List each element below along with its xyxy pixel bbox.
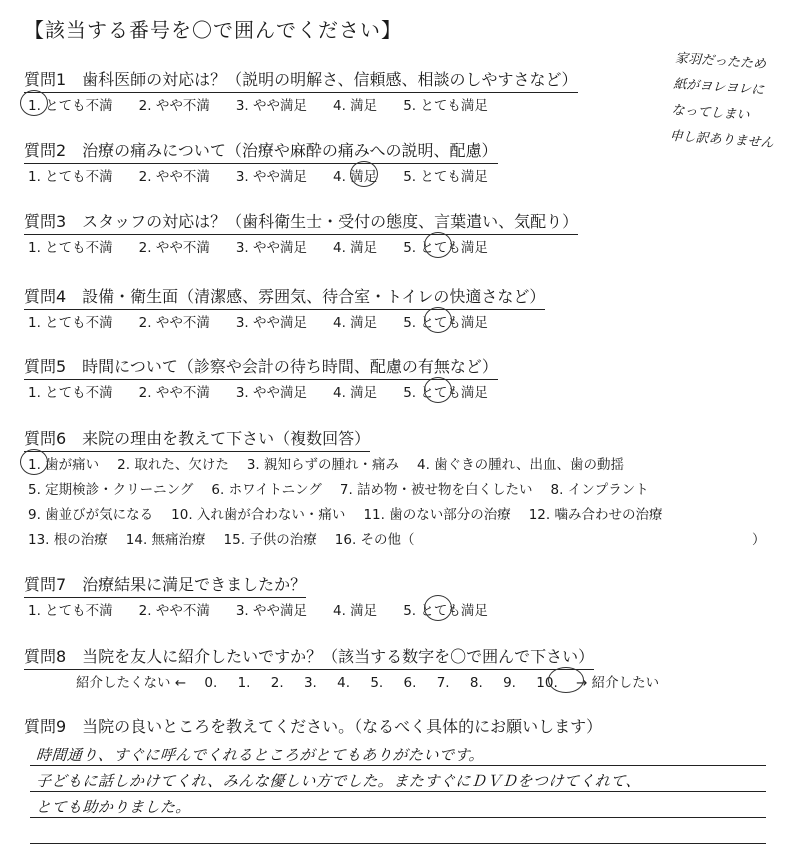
scale-number[interactable]: 4. <box>337 675 351 691</box>
question-6-title: 質問6 来院の理由を教えて下さい（複数回答） <box>24 426 370 452</box>
option-2[interactable]: 2. やや不満 <box>138 98 210 114</box>
option-1[interactable]: 1. とても不満 <box>28 603 113 619</box>
answer-line <box>30 791 766 792</box>
question-7-title: 質問7 治療結果に満足できましたか？ <box>24 572 306 598</box>
handwritten-answer-line[interactable]: 子どもに話しかけてくれ、みんな優しい方でした。またすぐにＤＶＤをつけてくれて、 <box>35 772 642 790</box>
reason-option[interactable]: 1. 歯が痛い <box>28 457 100 473</box>
scale-number[interactable]: 2. <box>270 675 284 691</box>
reason-option[interactable]: 16. その他（ <box>334 532 415 548</box>
scale-right-label: → 紹介したい <box>576 675 660 691</box>
option-2[interactable]: 2. やや不満 <box>138 169 210 185</box>
reason-option[interactable]: 9. 歯並びが気になる <box>28 507 154 523</box>
reason-option[interactable]: 7. 詰め物・被せ物を白くしたい <box>339 482 533 498</box>
question-6-row <box>28 478 667 498</box>
question-6-row <box>28 528 433 548</box>
scale-number[interactable]: 0. <box>204 675 218 691</box>
option-5[interactable]: 5. とても満足 <box>403 169 488 185</box>
answer-line <box>30 843 766 844</box>
option-4[interactable]: 4. 満足 <box>333 98 378 114</box>
answer-circle <box>20 449 48 475</box>
answer-circle <box>424 377 452 403</box>
side-note-line: なってしまい <box>670 102 750 124</box>
question-4-title: 質問4 設備・衛生面（清潔感、雰囲気、待合室・トイレの快適さなど） <box>24 284 545 310</box>
option-3[interactable]: 3. やや満足 <box>235 385 308 401</box>
option-5[interactable]: 5. とても満足 <box>403 240 488 256</box>
question-2-options <box>28 165 514 185</box>
option-5[interactable]: 5. とても満足 <box>403 603 488 619</box>
question-2-title: 質問2 治療の痛みについて（治療や麻酔の痛みへの説明、配慮） <box>24 138 498 164</box>
reason-option[interactable]: 5. 定期検診・クリーニング <box>28 482 194 498</box>
scale-number[interactable]: 7. <box>436 675 450 691</box>
option-1[interactable]: 1. とても不満 <box>28 385 113 401</box>
reason-option[interactable]: 11. 歯のない部分の治療 <box>363 507 511 523</box>
side-note-line: 紙がヨレヨレに <box>672 76 765 99</box>
option-4[interactable]: 4. 満足 <box>333 315 378 331</box>
scale-number[interactable]: 5. <box>370 675 384 691</box>
side-note-line: 申し訳ありません <box>669 128 774 152</box>
option-2[interactable]: 2. やや不満 <box>138 240 210 256</box>
reason-option[interactable]: 6. ホワイトニング <box>211 482 322 498</box>
question-6-row <box>28 453 642 473</box>
option-4[interactable]: 4. 満足 <box>333 240 378 256</box>
option-2[interactable]: 2. やや不満 <box>138 315 210 331</box>
reason-option[interactable]: 8. インプラント <box>550 482 649 498</box>
option-5[interactable]: 5. とても満足 <box>403 385 488 401</box>
question-1-title: 質問1 歯科医師の対応は？（説明の明解さ、信頼感、相談のしやすさなど） <box>24 67 578 93</box>
answer-circle <box>20 90 48 116</box>
other-close-paren: ） <box>752 532 766 548</box>
reason-option[interactable]: 12. 噛み合わせの治療 <box>528 507 663 523</box>
reason-option[interactable]: 2. 取れた、欠けた <box>117 457 229 473</box>
reason-option[interactable]: 10. 入れ歯が合わない・痛い <box>171 507 346 523</box>
reason-option[interactable]: 3. 親知らずの腫れ・痛み <box>246 457 400 473</box>
handwritten-answer-line[interactable]: とても助かりました。 <box>35 798 192 816</box>
option-3[interactable]: 3. やや満足 <box>235 240 308 256</box>
reason-option[interactable]: 13. 根の治療 <box>28 532 108 548</box>
answer-circle <box>424 307 452 333</box>
option-3[interactable]: 3. やや満足 <box>235 98 308 114</box>
answer-circle <box>548 667 584 693</box>
side-note-line: 家羽だったため <box>674 50 767 73</box>
option-1[interactable]: 1. とても不満 <box>28 169 113 185</box>
option-1[interactable]: 1. とても不満 <box>28 315 113 331</box>
option-4[interactable]: 4. 満足 <box>333 385 378 401</box>
question-8-title: 質問8 当院を友人に紹介したいですか？（該当する数字を〇で囲んで下さい） <box>24 644 594 670</box>
answer-circle <box>424 595 452 621</box>
reason-option[interactable]: 14. 無痛治療 <box>125 532 206 548</box>
scale-number[interactable]: 3. <box>303 675 317 691</box>
form-heading: 【該当する番号を〇で囲んでください】 <box>24 18 402 42</box>
reason-option[interactable]: 4. 歯ぐきの腫れ、出血、歯の動揺 <box>417 457 624 473</box>
option-5[interactable]: 5. とても満足 <box>403 98 488 114</box>
option-3[interactable]: 3. やや満足 <box>235 603 308 619</box>
question-6-row <box>28 503 680 523</box>
handwritten-side-note <box>669 46 780 157</box>
scale-number[interactable]: 10. <box>536 675 558 691</box>
question-5-title: 質問5 時間について（診察や会計の待ち時間、配慮の有無など） <box>24 354 498 380</box>
answer-circle <box>424 232 452 258</box>
scale-number[interactable]: 1. <box>237 675 251 691</box>
question-3-title: 質問3 スタッフの対応は？（歯科衛生士・受付の態度、言葉遣い、気配り） <box>24 209 578 235</box>
option-5[interactable]: 5. とても満足 <box>403 315 488 331</box>
answer-circle <box>350 161 378 187</box>
answer-line <box>30 817 766 818</box>
scale-number[interactable]: 8. <box>469 675 483 691</box>
scale-left-label: 紹介したくない ← <box>76 675 187 691</box>
question-9-title: 質問9 当院の良いところを教えてください。（なるべく具体的にお願いします） <box>24 717 603 736</box>
answer-line <box>30 765 766 766</box>
option-1[interactable]: 1. とても不満 <box>28 240 113 256</box>
question-1-options <box>28 94 514 114</box>
option-3[interactable]: 3. やや満足 <box>235 169 308 185</box>
option-1[interactable]: 1. とても不満 <box>28 98 113 114</box>
option-2[interactable]: 2. やや不満 <box>138 385 210 401</box>
scale-number[interactable]: 9. <box>503 675 516 691</box>
reason-option[interactable]: 15. 子供の治療 <box>223 532 317 548</box>
option-4[interactable]: 4. 満足 <box>333 603 378 619</box>
option-4[interactable]: 4. 満足 <box>333 169 378 185</box>
handwritten-answer-line[interactable]: 時間通り、すぐに呼んでくれるところがとてもありがたいです。 <box>35 746 485 764</box>
option-3[interactable]: 3. やや満足 <box>235 315 308 331</box>
scale-number[interactable]: 6. <box>403 675 417 691</box>
option-2[interactable]: 2. やや不満 <box>138 603 210 619</box>
